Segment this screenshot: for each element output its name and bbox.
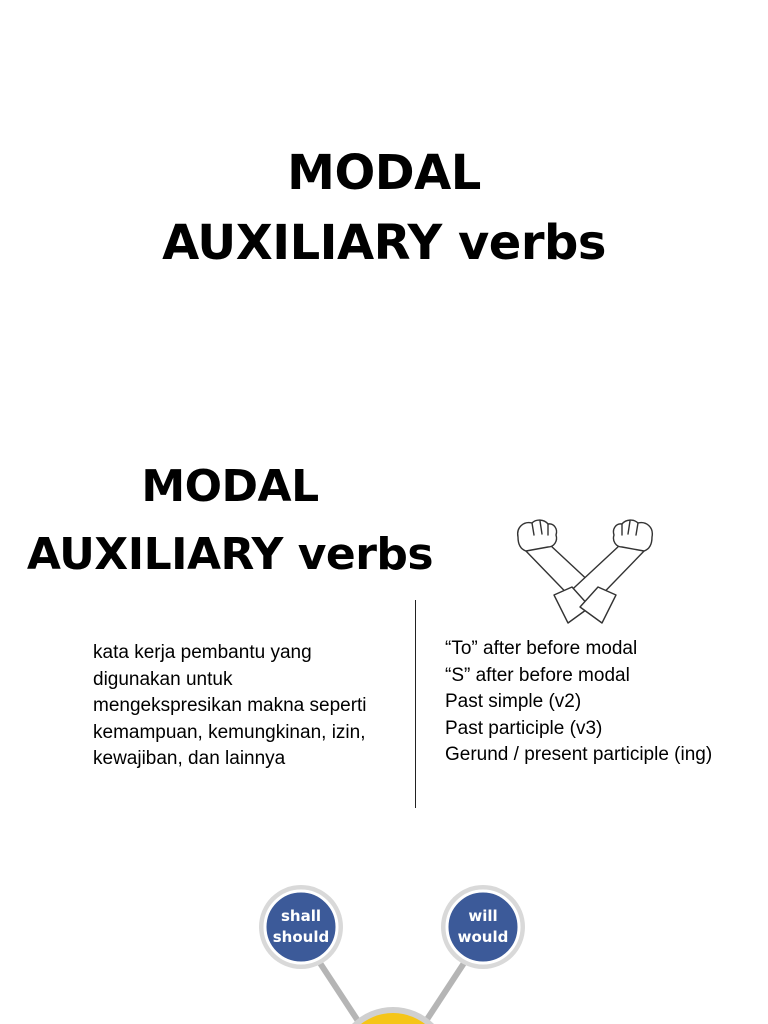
modal-rules-list [445, 636, 765, 769]
rule-item: Gerund / present participle (ing) [445, 744, 713, 765]
bubble-label: shall [280, 907, 322, 925]
slide2-title-line2: AUXILIARY verbs [26, 529, 434, 580]
rule-item: Past participle (v3) [445, 717, 603, 739]
bubble-label: would [457, 928, 509, 946]
slide1-title-line2: AUXILIARY verbs [162, 215, 606, 271]
column-divider [415, 600, 416, 808]
rule-item: “S” after before modal [445, 664, 630, 686]
modal-definition: kata kerja pembantu yang digunakan untuk mengekspresikan makna seperti kemampuan, kemungkinan, izin, kewajiban, dan lainnya [93, 642, 367, 769]
slide1-title [0, 138, 768, 278]
slide2-title [20, 453, 440, 589]
crossed-arms-icon [510, 515, 660, 625]
connector-line [424, 960, 466, 1024]
bubble-shall-should [259, 885, 343, 969]
rule-item: Past simple (v2) [445, 691, 582, 712]
slide1-title-line1: MODAL [287, 145, 481, 201]
rule-item: “To” after before modal [445, 638, 638, 659]
slide2-title-line1: MODAL [141, 461, 319, 512]
bubble-will-would [441, 885, 525, 969]
bubble-label: should [272, 928, 330, 946]
bubble-label: will [468, 907, 498, 925]
connector-line [318, 960, 360, 1024]
modal-mind-map [0, 860, 768, 1024]
